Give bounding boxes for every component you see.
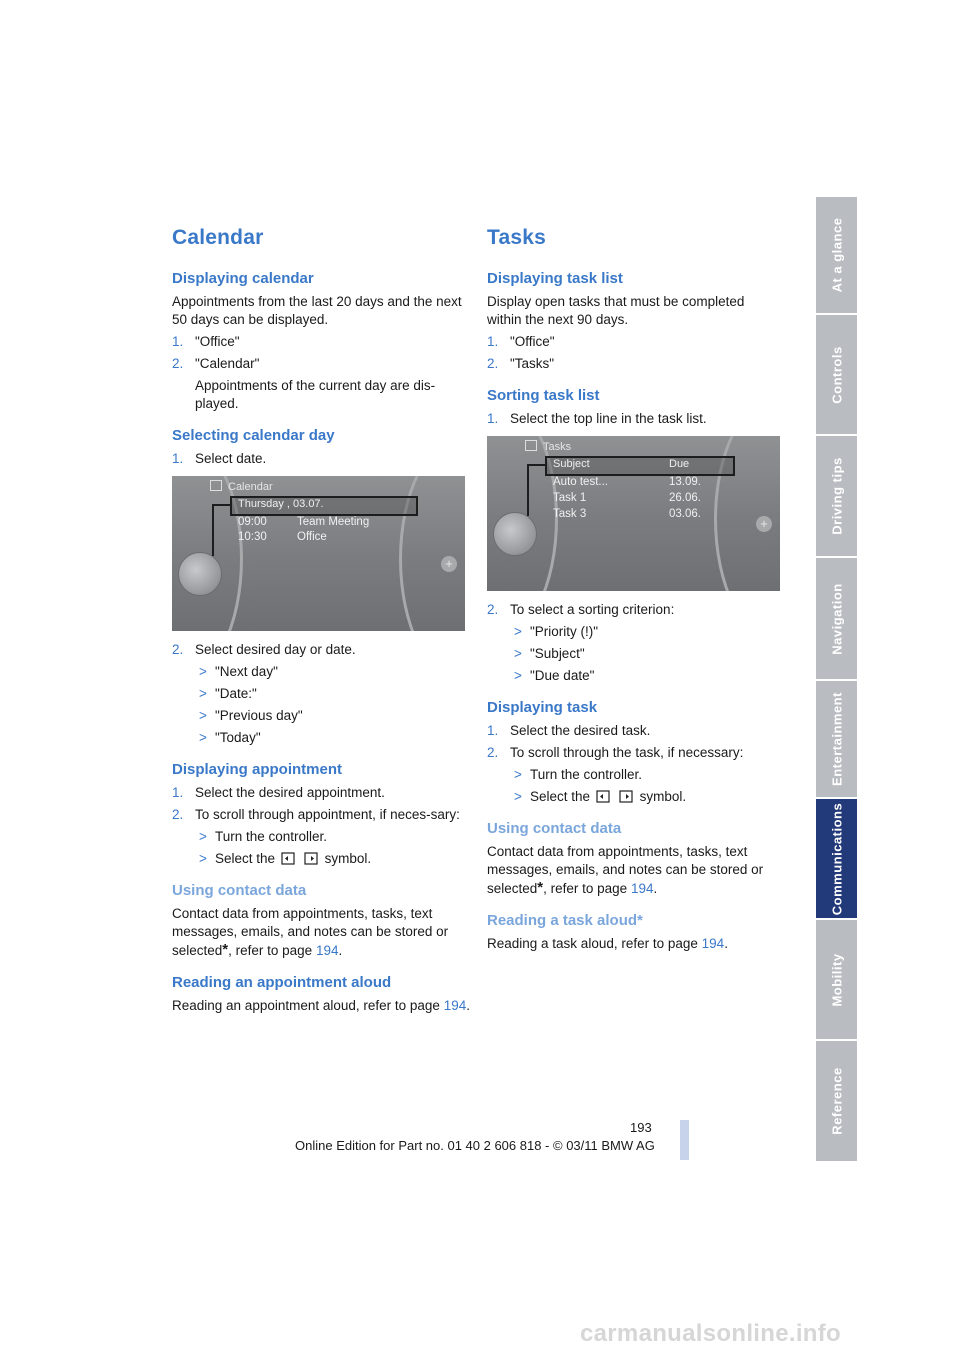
heading-displaying-appointment: Displaying appointment bbox=[172, 761, 343, 778]
edition-line: Online Edition for Part no. 01 40 2 606 818 - © 03/11 BMW AG bbox=[295, 1138, 655, 1153]
step: 2. Select desired day or date. bbox=[172, 642, 356, 657]
scroll-symbol-icon bbox=[281, 852, 319, 865]
page-link[interactable]: 194 bbox=[701, 936, 725, 951]
screen-entry: Task 3 bbox=[553, 508, 587, 520]
calendar-icon bbox=[210, 480, 222, 491]
step: 2. "Calendar" bbox=[172, 356, 260, 371]
heading-displaying-calendar: Displaying calendar bbox=[172, 270, 314, 287]
right-column bbox=[487, 226, 782, 957]
step: 1. Select the desired appointment. bbox=[172, 785, 385, 800]
tab-navigation[interactable]: Navigation bbox=[816, 558, 857, 681]
page-number: 193 bbox=[630, 1120, 652, 1135]
heading-reading-task: Reading a task aloud* bbox=[487, 912, 643, 929]
option: > Turn the controller. bbox=[199, 829, 328, 844]
screen-highlight-text: Thursday , 03.07. bbox=[238, 498, 324, 510]
chapter-tabs bbox=[816, 197, 857, 1163]
contact-text: Contact data from appointments, tasks, text messages, emails, and notes can be stored or selected*, refer to page 194. bbox=[172, 906, 449, 958]
left-column bbox=[172, 226, 472, 1019]
controller-icon bbox=[178, 552, 222, 596]
tab-reference[interactable]: Reference bbox=[816, 1041, 857, 1163]
screen-col-due: Due bbox=[669, 458, 690, 470]
option: > "Subject" bbox=[514, 646, 585, 661]
screen-entry: Team Meeting bbox=[297, 516, 370, 528]
tab-mobility[interactable]: Mobility bbox=[816, 920, 857, 1041]
screen-entry: Auto test... bbox=[553, 476, 608, 488]
scroll-symbol-icon bbox=[596, 790, 634, 803]
step: 1. Select the top line in the task list. bbox=[487, 411, 707, 426]
option: > "Today" bbox=[199, 730, 261, 745]
tab-communications[interactable]: Communications bbox=[816, 799, 857, 920]
option: > Turn the controller. bbox=[514, 767, 643, 782]
screen-date: 26.06. bbox=[669, 492, 701, 504]
option: > "Priority (!)" bbox=[514, 624, 599, 639]
heading-reading-appointment: Reading an appointment aloud bbox=[172, 974, 392, 991]
page-link[interactable]: 194 bbox=[315, 943, 339, 958]
step: 2. To select a sorting criterion: bbox=[487, 602, 675, 617]
calendar-intro: Appointments from the last 20 days and the next 50 days can be displayed. bbox=[172, 294, 462, 327]
option: > "Date:" bbox=[199, 686, 257, 701]
plus-icon: + bbox=[756, 516, 772, 532]
aloud-text: Reading an appointment aloud, refer to page 194. bbox=[172, 998, 470, 1013]
tab-driving-tips[interactable]: Driving tips bbox=[816, 436, 857, 558]
callout-line bbox=[212, 504, 232, 556]
screen-title: Calendar bbox=[210, 480, 273, 493]
screen-date: 03.06. bbox=[669, 508, 701, 520]
page-link[interactable]: 194 bbox=[443, 998, 467, 1013]
step: 2. "Tasks" bbox=[487, 356, 555, 371]
heading-contact-data: Using contact data bbox=[487, 820, 622, 837]
screen-time: 09:00 bbox=[238, 516, 267, 528]
step: 1. "Office" bbox=[487, 334, 555, 349]
controller-icon bbox=[493, 512, 537, 556]
heading-displaying-task: Displaying task bbox=[487, 699, 598, 716]
tab-entertainment[interactable]: Entertainment bbox=[816, 681, 857, 799]
step: 2. To scroll through the task, if necessary: bbox=[487, 745, 744, 760]
heading-displaying-task-list: Displaying task list bbox=[487, 270, 623, 287]
option: > Select the symbol. bbox=[199, 851, 372, 866]
screen-entry: Task 1 bbox=[553, 492, 587, 504]
aloud-text: Reading a task aloud, refer to page 194. bbox=[487, 936, 728, 951]
task-list-intro: Display open tasks that must be completed within the next 90 days. bbox=[487, 294, 745, 327]
tab-at-a-glance[interactable]: At a glance bbox=[816, 197, 857, 315]
option: > "Next day" bbox=[199, 664, 278, 679]
tasks-screenshot bbox=[487, 436, 780, 591]
section-title-calendar: Calendar bbox=[172, 226, 264, 249]
step: 1. Select date. bbox=[172, 451, 267, 466]
watermark: carmanualsonline.info bbox=[580, 1320, 842, 1347]
page-link[interactable]: 194 bbox=[630, 881, 654, 896]
callout-line bbox=[527, 464, 547, 516]
step: 1. Select the desired task. bbox=[487, 723, 651, 738]
heading-selecting-day: Selecting calendar day bbox=[172, 427, 335, 444]
screen-title: Tasks bbox=[525, 440, 571, 453]
option: > "Due date" bbox=[514, 668, 595, 683]
heading-sorting-task-list: Sorting task list bbox=[487, 387, 600, 404]
calendar-note: Appointments of the current day are dis-played. bbox=[195, 378, 436, 411]
screen-date: 13.09. bbox=[669, 476, 701, 488]
heading-contact-data: Using contact data bbox=[172, 882, 307, 899]
section-title-tasks: Tasks bbox=[487, 226, 546, 249]
screen-entry: Office bbox=[297, 531, 327, 543]
screen-time: 10:30 bbox=[238, 531, 267, 543]
contact-text: Contact data from appointments, tasks, text messages, emails, and notes can be stored or selected*, refer to page 194. bbox=[487, 844, 764, 896]
step: 1. "Office" bbox=[172, 334, 240, 349]
calendar-screenshot bbox=[172, 476, 465, 631]
option: > Select the symbol. bbox=[514, 789, 687, 804]
footer-accent-bar bbox=[680, 1120, 689, 1160]
screen-col-subject: Subject bbox=[553, 458, 590, 470]
tasks-icon bbox=[525, 440, 537, 451]
option: > "Previous day" bbox=[199, 708, 303, 723]
step: 2. To scroll through appointment, if neces-sary: bbox=[172, 807, 460, 822]
plus-icon: + bbox=[441, 556, 457, 572]
tab-controls[interactable]: Controls bbox=[816, 315, 857, 436]
